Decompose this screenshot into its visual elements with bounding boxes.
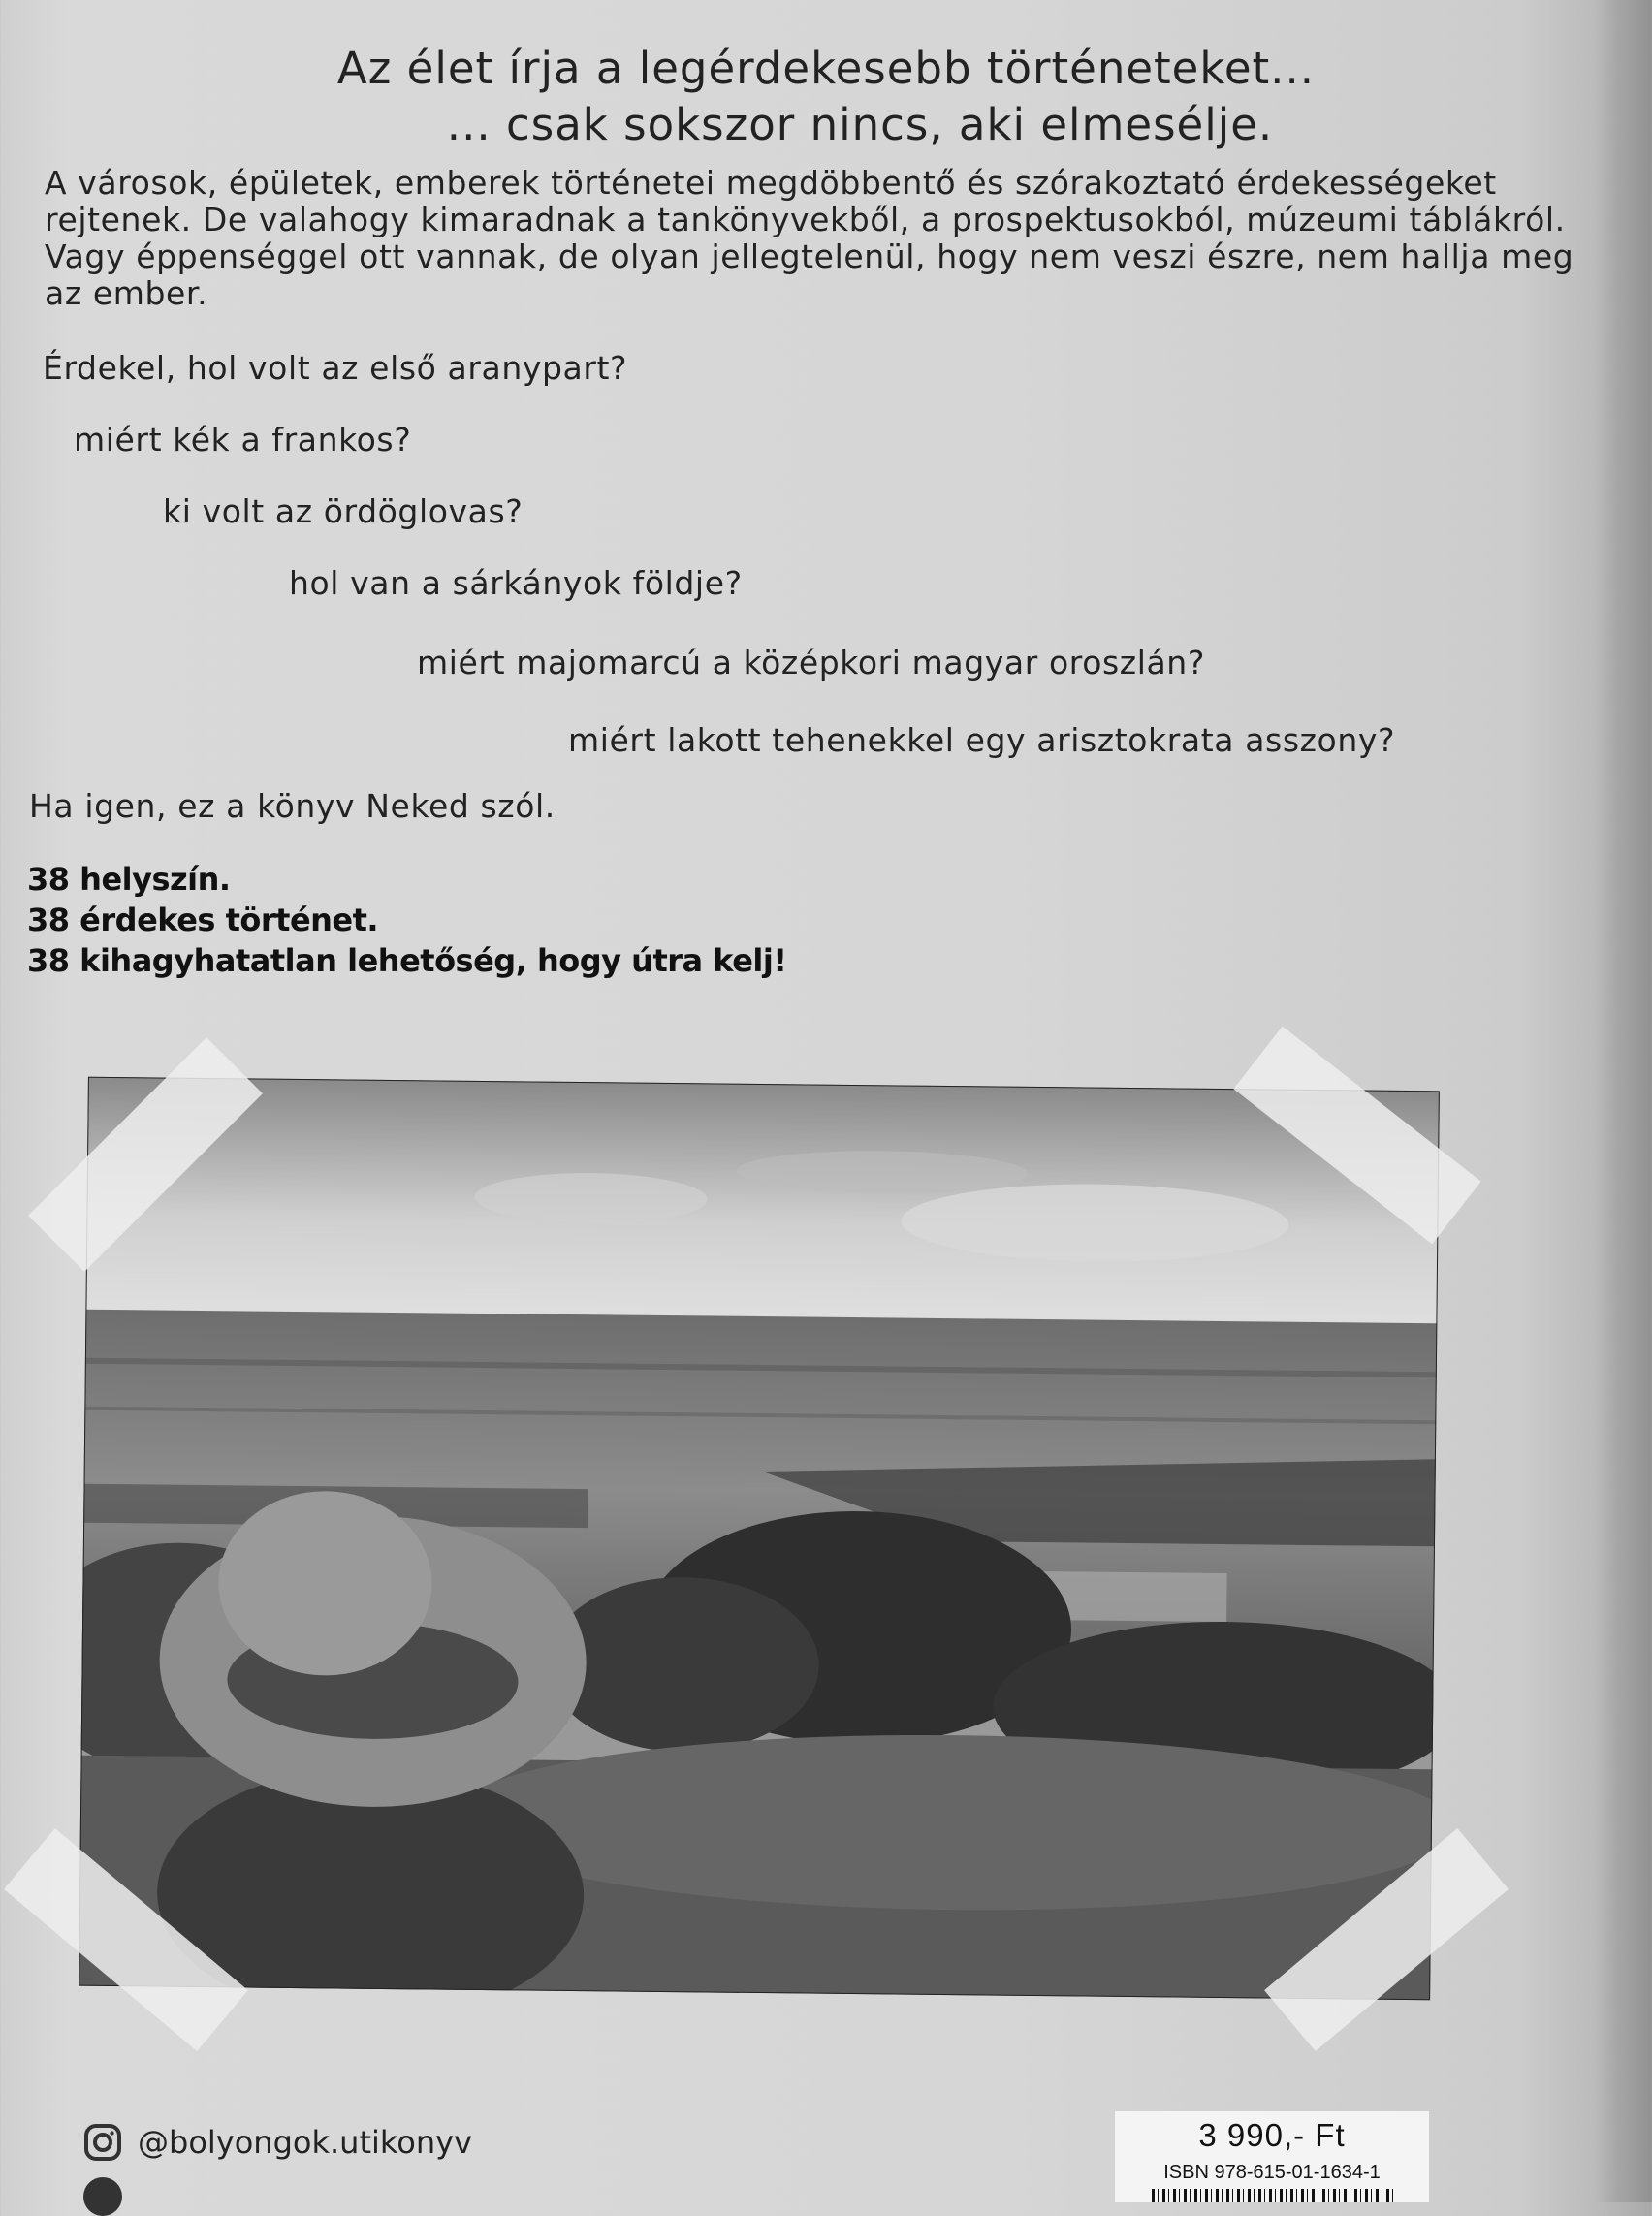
highlight-2: 38 érdekes történet. bbox=[27, 902, 379, 938]
question-1: Érdekel, hol volt az első aranypart? bbox=[43, 349, 628, 387]
highlight-3: 38 kihagyhatatlan lehetőség, hogy útra kelj! bbox=[27, 942, 787, 979]
question-2: miért kék a frankos? bbox=[74, 421, 412, 459]
facebook-icon[interactable] bbox=[83, 2177, 122, 2216]
landscape-photo bbox=[79, 1077, 1440, 2001]
headline bbox=[0, 41, 1652, 153]
instagram-handle: @bolyongok.utikonyv bbox=[138, 2124, 473, 2161]
highlights bbox=[27, 859, 786, 981]
question-3: ki volt az ördöglovas? bbox=[163, 492, 524, 530]
instagram-icon bbox=[83, 2123, 122, 2162]
headline-line-1: Az élet írja a legérdekesebb történeteket... bbox=[336, 43, 1316, 94]
instagram-link[interactable] bbox=[83, 2123, 472, 2162]
question-5: miért majomarcú a középkori magyar oroszlán? bbox=[417, 644, 1205, 681]
question-4: hol van a sárkányok földje? bbox=[289, 564, 743, 602]
question-6: miért lakott tehenekkel egy arisztokrata asszony? bbox=[568, 721, 1396, 759]
highlight-1: 38 helyszín. bbox=[27, 861, 231, 898]
isbn-number: ISBN 978-615-01-1634-1 bbox=[1163, 2162, 1381, 2183]
book-spine-shadow bbox=[1594, 0, 1652, 2202]
price-sticker bbox=[1115, 2111, 1429, 2202]
barcode bbox=[1152, 2189, 1394, 2202]
intro-paragraph: A városok, épületek, emberek történetei megdöbbentő és szórakoztató érdekességeket rejtenek. De valahogy kimaradnak a tankönyvekből, a prospektusokból, múzeumi táblákról. Vagy éppenséggel ott vannak, de olyan jellegtelenül, hogy nem veszi észre, nem hallja meg az ember. bbox=[45, 164, 1574, 312]
closing-line: Ha igen, ez a könyv Neked szól. bbox=[29, 787, 556, 825]
price-amount: 3 990,- Ft bbox=[1198, 2117, 1346, 2153]
headline-line-2: ... csak sokszor nincs, aki elmesélje. bbox=[446, 99, 1274, 150]
